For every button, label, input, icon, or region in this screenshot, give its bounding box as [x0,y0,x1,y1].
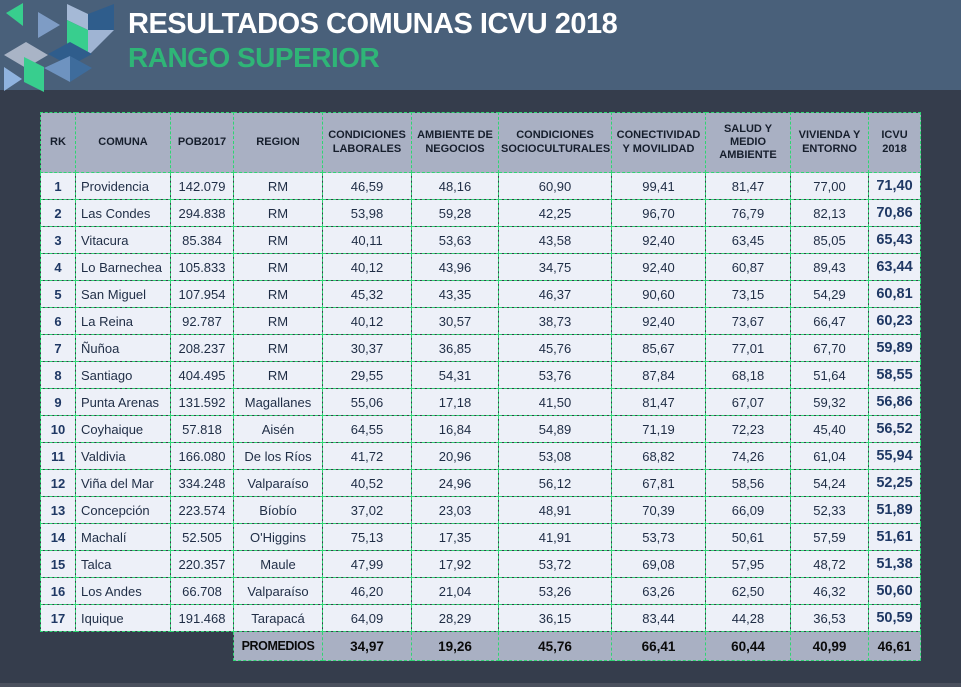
table-row [41,443,921,470]
value-cell: 73,15 [706,281,791,308]
table-row [41,308,921,335]
value-cell: O'Higgins [234,524,323,551]
value-cell: 43,96 [412,254,499,281]
value-cell: 53,63 [412,227,499,254]
value-cell: 45,40 [791,416,869,443]
value-cell: 82,13 [791,200,869,227]
value-cell: Maule [234,551,323,578]
rank-cell: 12 [41,470,76,497]
table-body [41,173,921,632]
table-row [41,578,921,605]
table-row [41,497,921,524]
value-cell: 56,12 [499,470,612,497]
comuna-cell: Machalí [76,524,171,551]
triangle-mosaic-logo [4,0,129,95]
comuna-cell: Valdivia [76,443,171,470]
value-cell: 40,12 [323,254,412,281]
value-cell: 71,19 [612,416,706,443]
value-cell: 105.833 [171,254,234,281]
value-cell: 89,43 [791,254,869,281]
value-cell: 45,32 [323,281,412,308]
value-cell: 44,28 [706,605,791,632]
rank-cell: 5 [41,281,76,308]
icvu-cell: 63,44 [869,254,921,281]
promedios-row [41,632,921,661]
rank-cell: 4 [41,254,76,281]
value-cell: 64,09 [323,605,412,632]
value-cell: 17,35 [412,524,499,551]
value-cell: 67,81 [612,470,706,497]
value-cell: 41,91 [499,524,612,551]
value-cell: De los Ríos [234,443,323,470]
rank-cell: 10 [41,416,76,443]
header-row [41,113,921,173]
value-cell: 40,52 [323,470,412,497]
value-cell: 90,60 [612,281,706,308]
column-header: COMUNA [76,113,171,173]
value-cell: 99,41 [612,173,706,200]
column-header: SALUD Y MEDIO AMBIENTE [706,113,791,173]
value-cell: 220.357 [171,551,234,578]
value-cell: 64,55 [323,416,412,443]
value-cell: 142.079 [171,173,234,200]
value-cell: 63,45 [706,227,791,254]
value-cell: 53,08 [499,443,612,470]
promedios-value: 46,61 [869,632,921,661]
icvu-cell: 70,86 [869,200,921,227]
value-cell: 66,09 [706,497,791,524]
rank-cell: 7 [41,335,76,362]
table-row [41,470,921,497]
rank-cell: 3 [41,227,76,254]
value-cell: 48,16 [412,173,499,200]
rank-cell: 6 [41,308,76,335]
icvu-cell: 60,23 [869,308,921,335]
value-cell: 73,67 [706,308,791,335]
value-cell: 55,06 [323,389,412,416]
value-cell: 38,73 [499,308,612,335]
comuna-cell: La Reina [76,308,171,335]
value-cell: 404.495 [171,362,234,389]
column-header: REGION [234,113,323,173]
value-cell: 58,56 [706,470,791,497]
table-row [41,389,921,416]
value-cell: 60,90 [499,173,612,200]
value-cell: 17,92 [412,551,499,578]
table-row [41,605,921,632]
comuna-cell: Santiago [76,362,171,389]
value-cell: 24,96 [412,470,499,497]
value-cell: 66,47 [791,308,869,335]
value-cell: 40,12 [323,308,412,335]
value-cell: 43,58 [499,227,612,254]
value-cell: 51,64 [791,362,869,389]
value-cell: 59,28 [412,200,499,227]
value-cell: 30,57 [412,308,499,335]
value-cell: 54,29 [791,281,869,308]
table-row [41,200,921,227]
column-header: CONDICIONES LABORALES [323,113,412,173]
value-cell: 223.574 [171,497,234,524]
value-cell: 36,15 [499,605,612,632]
footer-blank-cell [41,632,76,661]
value-cell: 42,25 [499,200,612,227]
comuna-cell: Los Andes [76,578,171,605]
column-header: CONDICIONES SOCIOCULTURALES [499,113,612,173]
value-cell: 67,07 [706,389,791,416]
value-cell: 57,95 [706,551,791,578]
comuna-cell: San Miguel [76,281,171,308]
icvu-cell: 50,60 [869,578,921,605]
table-row [41,362,921,389]
value-cell: 52.505 [171,524,234,551]
comuna-cell: Ñuñoa [76,335,171,362]
icvu-cell: 50,59 [869,605,921,632]
value-cell: 52,33 [791,497,869,524]
value-cell: 29,55 [323,362,412,389]
icvu-cell: 56,86 [869,389,921,416]
value-cell: 53,73 [612,524,706,551]
value-cell: 16,84 [412,416,499,443]
rank-cell: 1 [41,173,76,200]
value-cell: 46,20 [323,578,412,605]
value-cell: RM [234,362,323,389]
promedios-label: PROMEDIOS [234,632,323,661]
value-cell: 67,70 [791,335,869,362]
comuna-cell: Coyhaique [76,416,171,443]
value-cell: 74,26 [706,443,791,470]
value-cell: 81,47 [706,173,791,200]
rank-cell: 9 [41,389,76,416]
value-cell: 87,84 [612,362,706,389]
promedios-value: 60,44 [706,632,791,661]
value-cell: 70,39 [612,497,706,524]
value-cell: 53,72 [499,551,612,578]
footer-blank-cell [171,632,234,661]
results-table [40,112,921,661]
comuna-cell: Lo Barnechea [76,254,171,281]
value-cell: 45,76 [499,335,612,362]
value-cell: 76,79 [706,200,791,227]
rank-cell: 14 [41,524,76,551]
value-cell: RM [234,200,323,227]
value-cell: 83,44 [612,605,706,632]
value-cell: 63,26 [612,578,706,605]
value-cell: 59,32 [791,389,869,416]
value-cell: Aisén [234,416,323,443]
comuna-cell: Punta Arenas [76,389,171,416]
rank-cell: 11 [41,443,76,470]
value-cell: 37,02 [323,497,412,524]
title-block [128,6,617,74]
value-cell: 41,72 [323,443,412,470]
value-cell: 53,98 [323,200,412,227]
value-cell: 46,59 [323,173,412,200]
value-cell: 43,35 [412,281,499,308]
value-cell: 23,03 [412,497,499,524]
comuna-cell: Providencia [76,173,171,200]
value-cell: 85,67 [612,335,706,362]
value-cell: 92,40 [612,254,706,281]
table-row [41,416,921,443]
icvu-cell: 65,43 [869,227,921,254]
icvu-cell: 51,89 [869,497,921,524]
value-cell: 85,05 [791,227,869,254]
icvu-cell: 59,89 [869,335,921,362]
value-cell: 53,76 [499,362,612,389]
value-cell: 21,04 [412,578,499,605]
value-cell: 72,23 [706,416,791,443]
value-cell: 61,04 [791,443,869,470]
promedios-value: 66,41 [612,632,706,661]
promedios-value: 40,99 [791,632,869,661]
value-cell: 75,13 [323,524,412,551]
value-cell: Bíobío [234,497,323,524]
rank-cell: 15 [41,551,76,578]
comuna-cell: Talca [76,551,171,578]
value-cell: 17,18 [412,389,499,416]
value-cell: 131.592 [171,389,234,416]
icvu-cell: 60,81 [869,281,921,308]
column-header: POB2017 [171,113,234,173]
value-cell: 54,31 [412,362,499,389]
value-cell: 48,91 [499,497,612,524]
value-cell: 53,26 [499,578,612,605]
value-cell: 77,00 [791,173,869,200]
value-cell: 334.248 [171,470,234,497]
value-cell: 54,24 [791,470,869,497]
value-cell: 46,37 [499,281,612,308]
value-cell: 36,85 [412,335,499,362]
table-row [41,281,921,308]
value-cell: 30,37 [323,335,412,362]
value-cell: 92,40 [612,308,706,335]
rank-cell: 17 [41,605,76,632]
icvu-cell: 56,52 [869,416,921,443]
comuna-cell: Concepción [76,497,171,524]
rank-cell: 13 [41,497,76,524]
value-cell: Valparaíso [234,578,323,605]
value-cell: RM [234,281,323,308]
table-row [41,551,921,578]
bottom-strip [0,683,961,687]
icvu-cell: 58,55 [869,362,921,389]
value-cell: 208.237 [171,335,234,362]
table-row [41,227,921,254]
page-title: RESULTADOS COMUNAS ICVU 2018 [128,8,618,40]
table-row [41,173,921,200]
column-header: ICVU 2018 [869,113,921,173]
table-row [41,524,921,551]
promedios-value: 19,26 [412,632,499,661]
value-cell: RM [234,227,323,254]
comuna-cell: Las Condes [76,200,171,227]
value-cell: 66.708 [171,578,234,605]
value-cell: 36,53 [791,605,869,632]
value-cell: 34,75 [499,254,612,281]
value-cell: RM [234,254,323,281]
rank-cell: 16 [41,578,76,605]
value-cell: 28,29 [412,605,499,632]
value-cell: Valparaíso [234,470,323,497]
column-header: RK [41,113,76,173]
value-cell: Tarapacá [234,605,323,632]
value-cell: 191.468 [171,605,234,632]
value-cell: 50,61 [706,524,791,551]
value-cell: 166.080 [171,443,234,470]
value-cell: Magallanes [234,389,323,416]
table-footer [41,632,921,661]
value-cell: 57,59 [791,524,869,551]
value-cell: 48,72 [791,551,869,578]
value-cell: 41,50 [499,389,612,416]
value-cell: 62,50 [706,578,791,605]
value-cell: 294.838 [171,200,234,227]
promedios-value: 45,76 [499,632,612,661]
icvu-cell: 51,38 [869,551,921,578]
icvu-cell: 71,40 [869,173,921,200]
value-cell: 77,01 [706,335,791,362]
value-cell: 85.384 [171,227,234,254]
value-cell: 96,70 [612,200,706,227]
promedios-value: 34,97 [323,632,412,661]
value-cell: 47,99 [323,551,412,578]
value-cell: 57.818 [171,416,234,443]
value-cell: RM [234,335,323,362]
value-cell: RM [234,308,323,335]
icvu-cell: 51,61 [869,524,921,551]
title-band [0,0,961,90]
footer-blank-cell [76,632,171,661]
comuna-cell: Vitacura [76,227,171,254]
value-cell: RM [234,173,323,200]
value-cell: 81,47 [612,389,706,416]
table-row [41,335,921,362]
value-cell: 20,96 [412,443,499,470]
comuna-cell: Viña del Mar [76,470,171,497]
value-cell: 46,32 [791,578,869,605]
icvu-cell: 55,94 [869,443,921,470]
page-subtitle: RANGO SUPERIOR [128,42,380,74]
column-header: CONECTIVIDAD Y MOVILIDAD [612,113,706,173]
column-header: VIVIENDA Y ENTORNO [791,113,869,173]
value-cell: 68,82 [612,443,706,470]
table-row [41,254,921,281]
value-cell: 60,87 [706,254,791,281]
table-header [41,113,921,173]
value-cell: 92,40 [612,227,706,254]
value-cell: 68,18 [706,362,791,389]
value-cell: 69,08 [612,551,706,578]
comuna-cell: Iquique [76,605,171,632]
value-cell: 107.954 [171,281,234,308]
rank-cell: 2 [41,200,76,227]
icvu-cell: 52,25 [869,470,921,497]
value-cell: 92.787 [171,308,234,335]
value-cell: 54,89 [499,416,612,443]
value-cell: 40,11 [323,227,412,254]
rank-cell: 8 [41,362,76,389]
column-header: AMBIENTE DE NEGOCIOS [412,113,499,173]
